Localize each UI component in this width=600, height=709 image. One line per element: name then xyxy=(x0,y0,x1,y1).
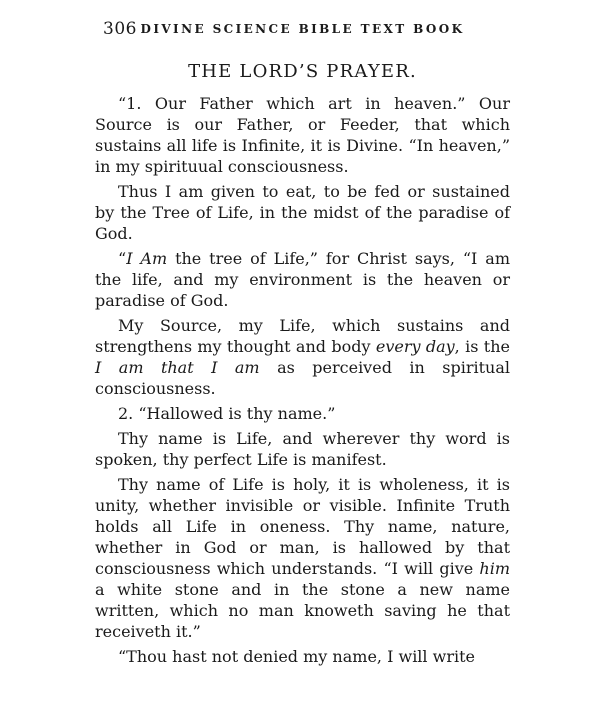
paragraph xyxy=(95,403,510,424)
running-title: DIVINE SCIENCE BIBLE TEXT BOOK xyxy=(140,22,465,36)
text-segment: Thy name of Life is holy, it is wholeness, it is unity, whether invisible or visible. Infinite Truth holds all Life in oneness. Thy name, nature, whether in God or man, is hallowed by that consciousness which understands. “I will give xyxy=(95,475,510,578)
paragraph xyxy=(95,181,510,244)
paragraph xyxy=(95,428,510,470)
page-body xyxy=(95,93,510,667)
text-segment: My Source, my Life, which sustains and strengthens my thought and body xyxy=(95,316,510,356)
paragraph xyxy=(95,474,510,642)
text-segment: Thus I am given to eat, to be fed or sustained by the Tree of Life, in the midst of the paradise of God. xyxy=(95,182,510,243)
chapter-heading: THE LORD’S PRAYER. xyxy=(188,61,417,82)
paragraph xyxy=(95,315,510,399)
text-segment: Thy name is Life, and wherever thy word is spoken, thy perfect Life is manifest. xyxy=(95,429,510,469)
text-segment: , is the xyxy=(454,337,510,356)
paragraph xyxy=(95,93,510,177)
page-number: 306 xyxy=(103,19,137,39)
italic-text: I Am xyxy=(126,249,168,268)
italic-text: every day xyxy=(375,337,455,356)
text-segment: “Thou hast not denied my name, I will write xyxy=(118,647,475,666)
paragraph xyxy=(95,646,510,667)
text-segment: as perceived in spiritual consciousness. xyxy=(95,358,510,398)
text-segment: “1. Our Father which art in heaven.” Our Source is our Father, or Feeder, that which sustains all life is Infinite, it is Divine. “In heaven,” in my spirituual consciousness. xyxy=(95,94,510,176)
text-segment: 2. “Hallowed is thy name.” xyxy=(118,404,336,423)
italic-text: him xyxy=(479,559,510,578)
text-segment: the tree of Life,” for Christ says, “I am the life, and my environment is the heaven or paradise of God. xyxy=(95,249,510,310)
page-header xyxy=(95,18,510,40)
italic-text: I am that I am xyxy=(95,358,260,377)
text-segment: a white stone and in the stone a new name written, which no man knoweth saving he that receiveth it.” xyxy=(95,580,510,641)
text-segment: “ xyxy=(118,249,127,268)
paragraph xyxy=(95,248,510,311)
